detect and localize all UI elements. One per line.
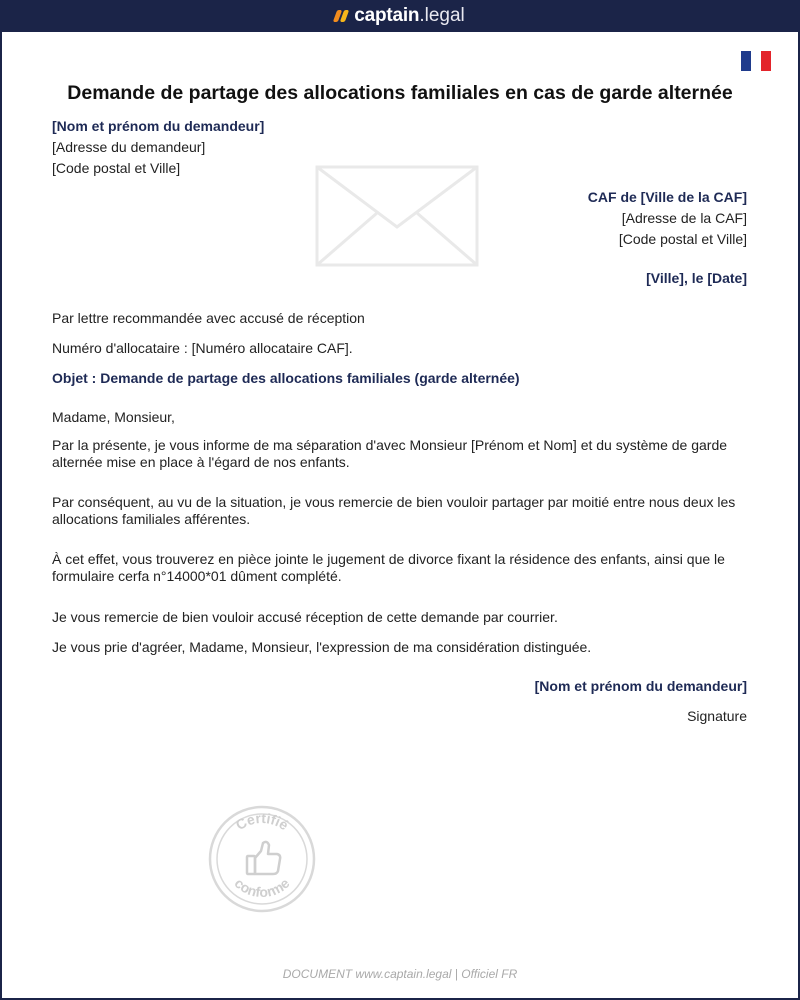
logo-mark-icon: [333, 10, 349, 22]
french-flag-icon: [741, 51, 771, 71]
certified-stamp: [207, 804, 317, 914]
document-title: Demande de partage des allocations familiales en cas de garde alternée: [67, 82, 733, 104]
sender-address: [Adresse du demandeur]: [52, 139, 206, 155]
logo-brand: captain: [354, 5, 420, 26]
place-date: [Ville], le [Date]: [646, 270, 747, 286]
body-paragraph-2: Par conséquent, au vu de la situation, je vous remercie de bien vouloir partager par moitié entre nous deux les allocations familiales afférentes.: [52, 494, 736, 527]
svg-text:Certifié: [233, 810, 292, 833]
body-paragraph-5: Je vous prie d'agréer, Madame, Monsieur, l'expression de ma considération distinguée.: [52, 639, 592, 655]
captain-legal-logo[interactable]: [335, 5, 465, 27]
recipient-city: [Code postal et Ville]: [618, 231, 747, 247]
sender-city: [Code postal et Ville]: [52, 160, 181, 176]
sender-name: [Nom et prénom du demandeur]: [52, 118, 265, 134]
recipient-name: CAF de [Ville de la CAF]: [587, 189, 747, 205]
body-paragraph-1: Par la présente, je vous informe de ma séparation d'avec Monsieur [Prénom et Nom] et du système de garde alternée mise en place à l'égard de nos enfants.: [52, 437, 728, 470]
letter-subject: Objet : Demande de partage des allocations familiales (garde alternée): [52, 370, 520, 386]
top-bar: [0, 0, 800, 32]
thumbs-up-icon: [247, 842, 280, 874]
footer-text: DOCUMENT www.captain.legal | Officiel FR: [282, 967, 518, 981]
closing-name: [Nom et prénom du demandeur]: [534, 678, 747, 694]
salutation: Madame, Monsieur,: [52, 409, 175, 425]
sending-mode: Par lettre recommandée avec accusé de réception: [52, 310, 365, 326]
signature-label: Signature: [687, 708, 747, 724]
envelope-watermark-icon: [315, 165, 479, 267]
letter-page: [2, 32, 798, 998]
recipient-address: [Adresse de la CAF]: [621, 210, 747, 226]
stamp-top-text: Certifié: [232, 809, 292, 834]
body-paragraph-4: Je vous remercie de bien vouloir accusé réception de cette demande par courrier.: [52, 609, 558, 625]
logo-tld: .legal: [419, 5, 465, 26]
stamp-bottom-text: conforme: [231, 874, 293, 901]
allocataire-number: Numéro d'allocataire : [Numéro allocataire CAF].: [52, 340, 353, 356]
svg-text:conforme: [232, 875, 293, 900]
body-paragraph-3: À cet effet, vous trouverez en pièce jointe le jugement de divorce fixant la résidence des enfants, ainsi que le formulaire cerfa n°14000*01 dûment complété.: [52, 551, 725, 584]
